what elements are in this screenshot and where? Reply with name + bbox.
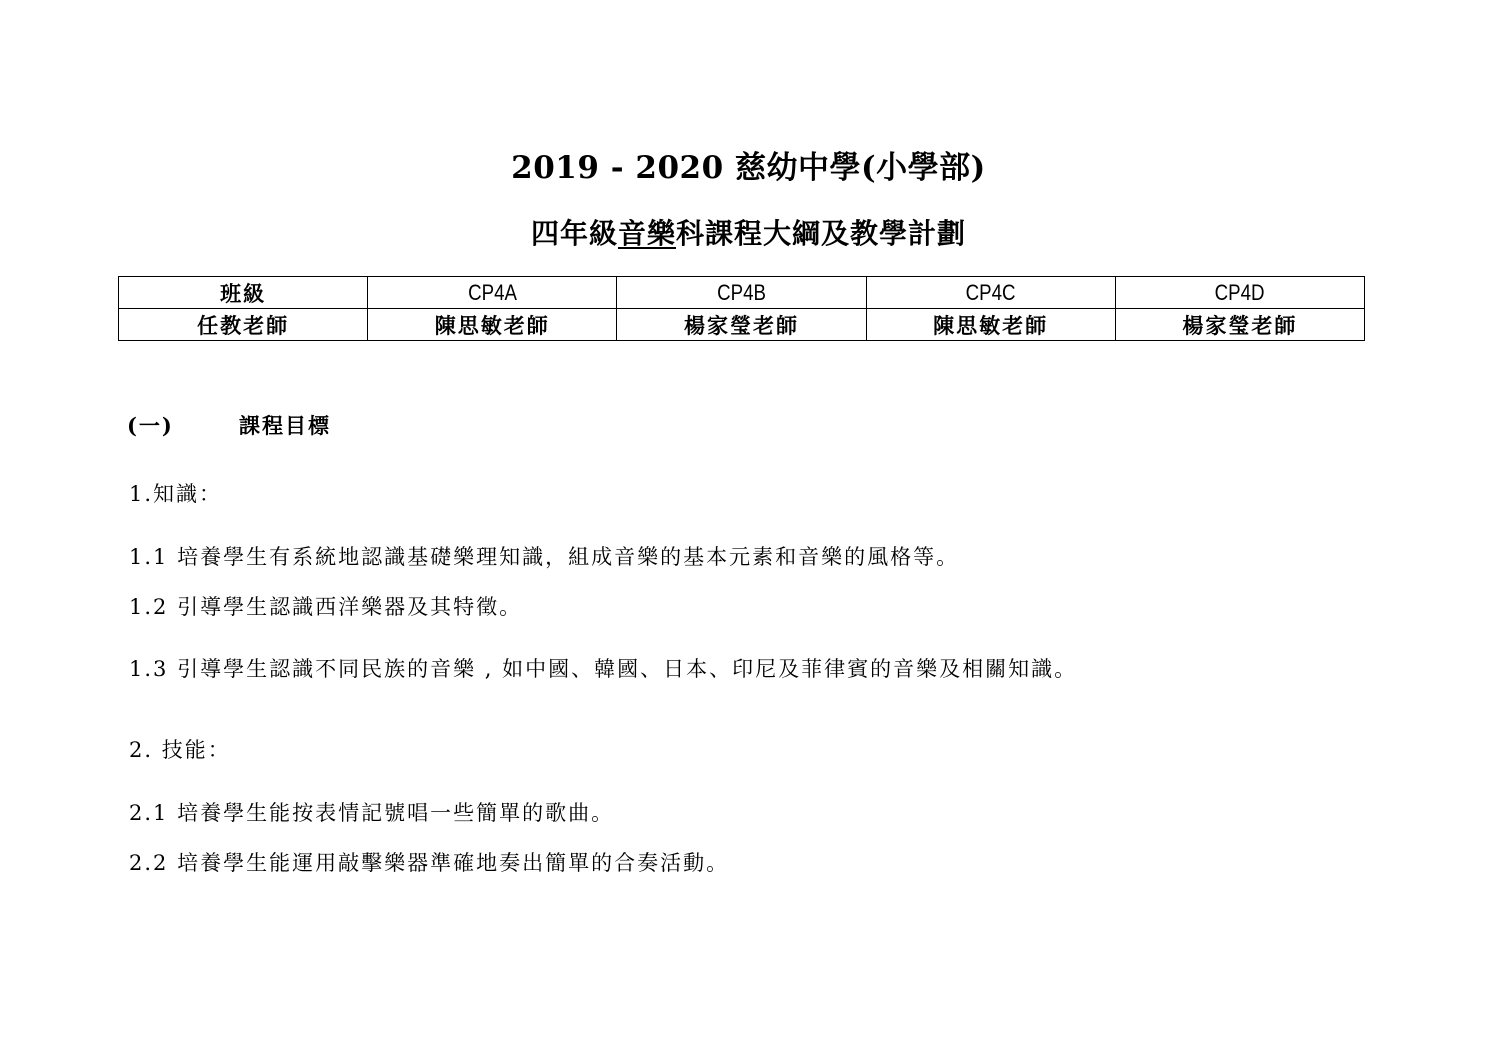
teacher-cell: 楊家瑩老師 (1115, 309, 1364, 341)
teacher-cell: 陳思敏老師 (368, 309, 617, 341)
class-teacher-table (118, 276, 1365, 341)
plan-title (0, 212, 1497, 252)
teacher-row (119, 309, 1365, 341)
plan-title-prefix: 四年級 (530, 217, 618, 250)
plan-title-subject: 音樂 (617, 217, 676, 250)
class-cell: CP4A (386, 277, 598, 309)
plan-title-suffix: 科課程大綱及教學計劃 (676, 217, 967, 250)
teacher-label-cell: 任教老師 (119, 309, 368, 341)
teacher-cell: 陳思敏老師 (866, 309, 1115, 341)
knowledge-heading: 1.知識： (129, 482, 223, 506)
school-title: 2019 - 2020 慈幼中學(小學部) (511, 150, 986, 186)
objective-item: 1.2 引導學生認識西洋樂器及其特徵。 (129, 595, 523, 619)
class-cell: CP4D (1134, 277, 1346, 309)
section-number: (一) (127, 413, 174, 438)
class-cell: CP4C (885, 277, 1097, 309)
class-cell: CP4B (636, 277, 848, 309)
objective-item: 1.3 引導學生認識不同民族的音樂 , 如中國、韓國、日本、印尼及菲律賓的音樂及相關知識。 (129, 657, 1078, 681)
class-row (119, 277, 1365, 309)
objective-item: 1.1 培養學生有系統地認識基礎樂理知識，組成音樂的基本元素和音樂的風格等。 (129, 545, 960, 569)
class-label-cell: 班級 (119, 277, 368, 309)
objective-item: 2.1 培養學生能按表情記號唱一些簡單的歌曲。 (129, 801, 615, 825)
teacher-cell: 楊家瑩老師 (617, 309, 866, 341)
section-heading (127, 410, 331, 440)
objective-item: 2.2 培養學生能運用敲擊樂器準確地奏出簡單的合奏活動。 (129, 851, 730, 875)
skills-heading: 2. 技能： (129, 738, 231, 762)
section-title: 課程目標 (239, 413, 331, 438)
